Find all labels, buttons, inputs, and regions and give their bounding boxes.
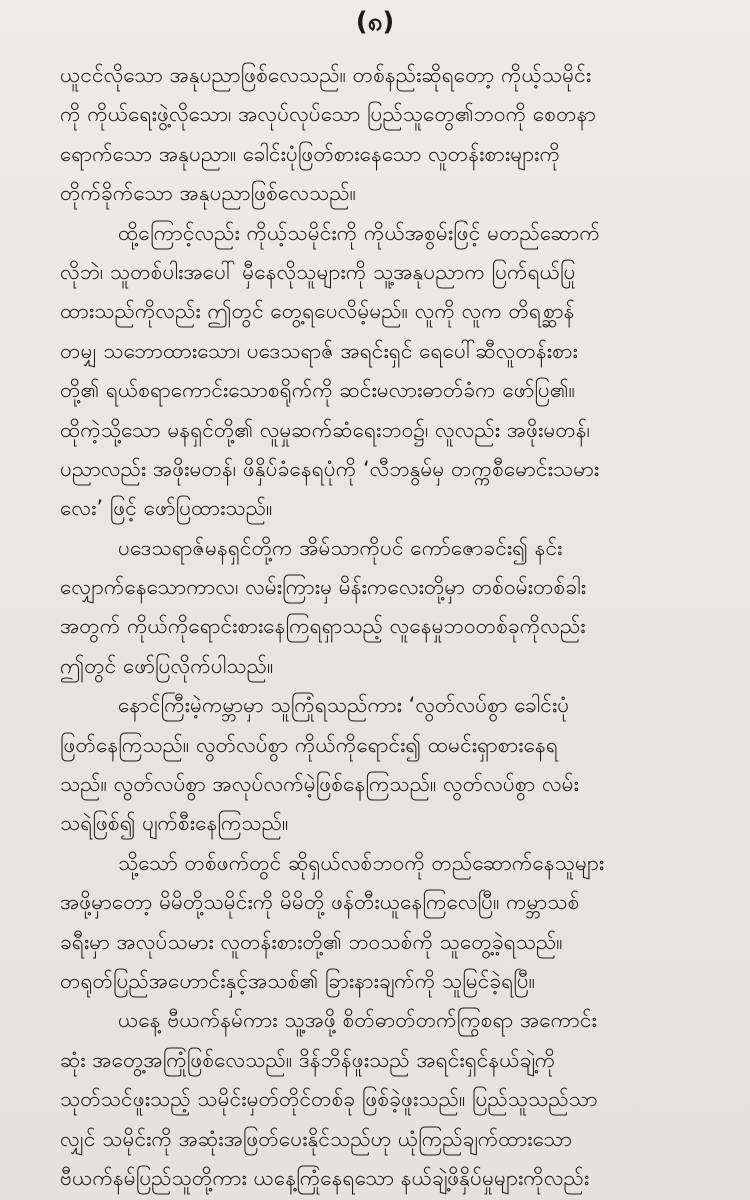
body-text — [60, 56, 710, 1198]
text-line: တို့၏ ရယ်စရာကောင်းသောစရိုက်ကို ဆင်းမလားဓာတ်ခံက ဖော်ပြ၏။ — [60, 378, 575, 403]
text-line: ကို ကိုယ်ရေးဖွဲ့လိုသော၊ အလုပ်လုပ်သော ပြည်သူတွေ၏ဘဝကို စေတနာ — [60, 102, 597, 127]
text-line: ထားသည်ကိုလည်း ဤတွင် တွေ့ရပေလိမ့်မည်။ လူကို လူက တိရစ္ဆာန် — [60, 299, 575, 324]
text-line: ယူငင်လိုသော အနုပညာဖြစ်လေသည်။ တစ်နည်းဆိုရတော့ ကိုယ့်သမိုင်း — [60, 63, 592, 87]
text-line: ဖြတ်နေကြသည်။ လွတ်လပ်စွာ ကိုယ်ကိုရောင်း၍ ထမင်းရှာစားနေရ — [60, 732, 558, 757]
text-line: ထို့ကြောင့်လည်း ကိုယ့်သမိုင်းကို ကိုယ်အစွမ်းဖြင့် မတည်ဆောက် — [118, 220, 600, 245]
text-line: ခရီးမှာ အလုပ်သမား လူတန်းစားတို့၏ ဘဝသစ်ကို သူတွေ့ခဲ့ရသည်။ — [60, 929, 563, 954]
text-line: သို့သော် တစ်ဖက်တွင် ဆိုရှယ်လစ်ဘဝကို တည်ဆောက်နေသူများ — [118, 850, 605, 875]
page-number: (၈) — [355, 7, 395, 37]
text-line: တိုက်ခိုက်သော အနုပညာဖြစ်လေသည်။ — [60, 181, 356, 206]
text-line: သုတ်သင်ဖူးသည့် သမိုင်းမှတ်တိုင်တစ်ခု ဖြစ်ခဲ့ဖူးသည်။ ပြည်သူသည်သာ — [60, 1087, 598, 1112]
text-line: ရောက်သော အနုပညာ။ ခေါင်းပုံဖြတ်စားနေသော လူတန်းစားများကို — [60, 141, 561, 166]
text-line: ယနေ့ ဗီယက်နမ်ကား သူ့အဖို့ စိတ်ဓာတ်တက်ကြွစရာ အကောင်း — [118, 1008, 597, 1033]
text-line: အဖို့မှာတော့ မိမိတို့သမိုင်းကို မိမိတို့ ဖန်တီးယူနေကြလေပြီ။ ကမ္ဘာသစ် — [60, 890, 580, 915]
text-line: ဆုံး အတွေ့အကြုံဖြစ်လေသည်။ ဒိန်ဘိန်ဖူးသည် အရင်းရှင်နယ်ချဲ့ကို — [60, 1047, 556, 1072]
text-line: ပညာလည်း အဖိုးမတန်၊ ဖိနှိပ်ခံနေရပုံကို ‘လီဘနွမ်မှ တက္ကစီမောင်းသမား — [60, 456, 600, 481]
text-line: ဤတွင် ဖော်ပြလိုက်ပါသည်။ — [60, 653, 274, 678]
text-line: အတွက် ကိုယ်ကိုရောင်းစားနေကြရရှာသည့် လူနေမှုဘဝတစ်ခုကိုလည်း — [60, 614, 586, 639]
text-line: ဗီယက်နမ်ပြည်သူတို့ကား ယနေ့ကြုံနေရသော နယ်ချဲ့ဖိနှိပ်မှုများကိုလည်း — [60, 1165, 590, 1190]
text-line: လျှင် သမိုင်းကို အဆုံးအဖြတ်ပေးနိုင်သည်ဟု ယုံကြည်ချက်ထားသော — [60, 1126, 573, 1151]
text-line: ထိုကဲ့သို့သော မနရှင်တို့၏ လူမှုဆက်ဆံရေးဘဝ၌၊ လူလည်း အဖိုးမတန်၊ — [60, 417, 590, 442]
text-line: သည်။ လွတ်လပ်စွာ အလုပ်လက်မဲ့ဖြစ်နေကြသည်။ လွတ်လပ်စွာ လမ်း — [60, 772, 579, 797]
text-line: လိုဘဲ၊ သူတစ်ပါးအပေါ် မှီနေလိုသူများကို သူ့အနုပညာက ပြက်ရယ်ပြု — [60, 259, 576, 284]
text-line: လျှောက်နေသောကာလ၊ လမ်းကြားမှ မိန်းကလေးတို့မှာ တစ်ဝမ်းတစ်ခါး — [60, 575, 587, 600]
text-line: ပဒေသရာဇ်မနရှင်တို့က အိမ်သာကိုပင် ကော်ဇောခင်း၍ နင်း — [118, 535, 563, 560]
text-line: နောင်ကြီးမဲ့ကမ္ဘာမှာ သူကြုံရသည်ကား ‘လွတ်လပ်စွာ ခေါင်းပုံ — [118, 693, 570, 718]
text-line: လေး’ ဖြင့် ဖော်ပြထားသည်။ — [60, 496, 273, 521]
text-line: သရဲဖြစ်၍ ပျက်စီးနေကြသည်။ — [60, 811, 289, 836]
text-line: တမျှ သဘောထားသော၊ ပဒေသရာဇ် အရင်းရှင် ရေပေါ်ဆီလူတန်းစား — [60, 338, 578, 363]
text-line: တရုတ်ပြည်အဟောင်းနှင့်အသစ်၏ ခြားနားချက်ကို သူမြင်ခဲ့ရပြီ။ — [60, 968, 536, 993]
